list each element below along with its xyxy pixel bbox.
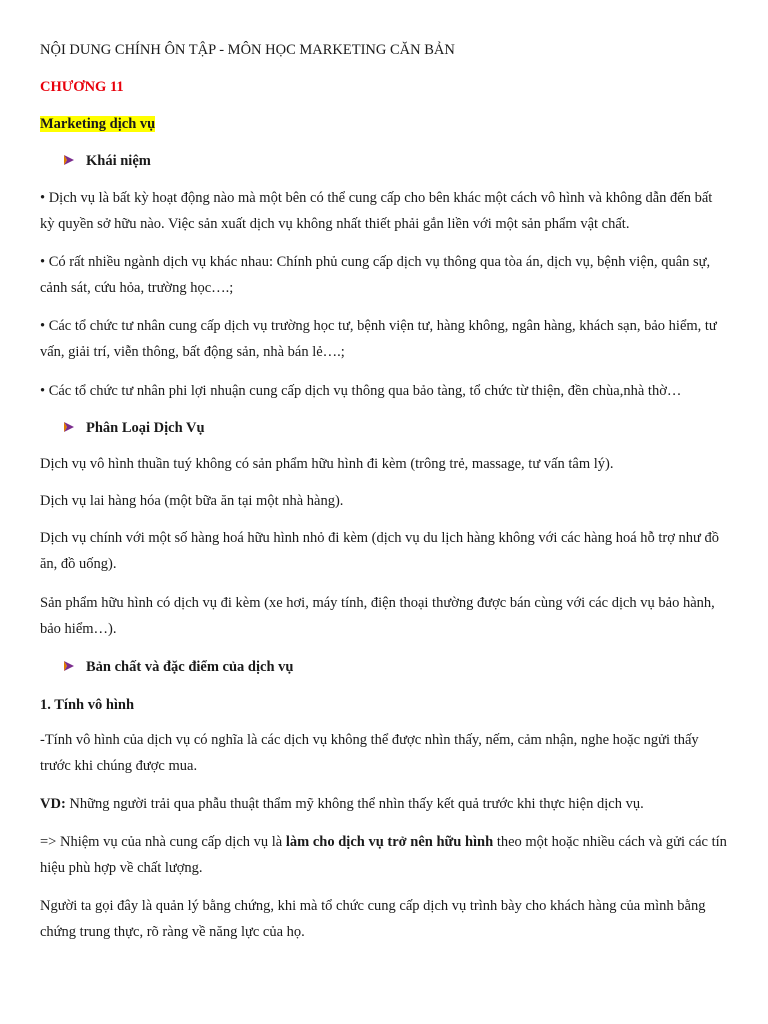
subheading-label: Bản chất và đặc điểm của dịch vụ xyxy=(86,659,294,675)
paragraph: -Tính vô hình của dịch vụ có nghĩa là các dịch vụ không thể được nhìn thấy, nếm, cảm nhận, nghe hoặc ngửi thấy trước khi chúng được mua. xyxy=(40,732,699,774)
example-label: VD: xyxy=(40,796,66,812)
chapter-heading: CHƯƠNG 11 xyxy=(40,79,124,95)
paragraph: Dịch vụ chính với một số hàng hoá hữu hình nhỏ đi kèm (dịch vụ du lịch hàng không với các hàng hoá hỗ trợ như đồ ăn, đồ uống). xyxy=(40,530,720,572)
example-text: Những người trải qua phẫu thuật thẩm mỹ không thể nhìn thấy kết quả trước khi thực hiện dịch vụ. xyxy=(65,796,644,812)
paragraph: • Các tổ chức tư nhân phi lợi nhuận cung cấp dịch vụ thông qua bảo tàng, tổ chức từ thiện, đền chùa,nhà thờ… xyxy=(40,383,682,399)
numbered-subheading: 1. Tính vô hình xyxy=(40,697,135,713)
paragraph: • Dịch vụ là bất kỳ hoạt động nào mà một bên có thể cung cấp cho bên khác một cách vô hình và không dẫn đến bất kỳ quyền sở hữu nào. Việc sản xuất dịch vụ không nhất thiết phải gắn liền với một sản phẩm vật chất. xyxy=(40,190,713,232)
document-title: NỘI DUNG CHÍNH ÔN TẬP - MÔN HỌC MARKETING CĂN BẢN xyxy=(40,42,455,58)
paragraph: Sản phẩm hữu hình có dịch vụ đi kèm (xe hơi, máy tính, điện thoại thường được bán cùng với các dịch vụ bảo hành, bảo hiểm…). xyxy=(40,595,715,637)
bullet-arrow-icon xyxy=(62,154,76,166)
paragraph: Dịch vụ lai hàng hóa (một bữa ăn tại một nhà hàng). xyxy=(40,493,344,509)
section-heading-highlight: Marketing dịch vụ xyxy=(40,116,156,132)
conclusion-emphasis: làm cho dịch vụ trở nên hữu hình xyxy=(285,834,494,850)
subheading-label: Phân Loại Dịch Vụ xyxy=(86,420,205,436)
subheading-label: Khái niệm xyxy=(86,153,151,169)
subheading-phan-loai xyxy=(62,419,205,437)
section-heading xyxy=(40,115,155,133)
conclusion-post: theo một hoặc nhiều cách và gửi các tín hiệu phù hợp về chất lượng. xyxy=(40,834,727,876)
paragraph: • Các tổ chức tư nhân cung cấp dịch vụ trường học tư, bệnh viện tư, hàng không, ngân hàng, khách sạn, bảo hiểm, tư vấn, giải trí, viễn thông, bất động sản, nhà bán lẻ….; xyxy=(40,318,717,360)
bullet-arrow-icon xyxy=(62,660,76,672)
subheading-ban-chat xyxy=(62,658,293,676)
paragraph: • Có rất nhiều ngành dịch vụ khác nhau: Chính phủ cung cấp dịch vụ thông qua tòa án, dịch vụ, bệnh viện, quân sự, cảnh sát, cứu hỏa, trường học….; xyxy=(40,254,711,296)
conclusion-paragraph xyxy=(40,829,730,881)
paragraph: Người ta gọi đây là quản lý bằng chứng, khi mà tổ chức cung cấp dịch vụ trình bày cho khách hàng của mình bằng chứng trung thực, rõ ràng về năng lực của họ. xyxy=(40,898,706,940)
example-paragraph xyxy=(40,791,730,817)
bullet-arrow-icon xyxy=(62,421,76,433)
conclusion-pre: => Nhiệm vụ của nhà cung cấp dịch vụ là xyxy=(40,834,286,850)
subheading-khai-niem xyxy=(62,152,151,170)
paragraph: Dịch vụ vô hình thuần tuý không có sản phẩm hữu hình đi kèm (trông trẻ, massage, tư vấn tâm lý). xyxy=(40,456,614,472)
